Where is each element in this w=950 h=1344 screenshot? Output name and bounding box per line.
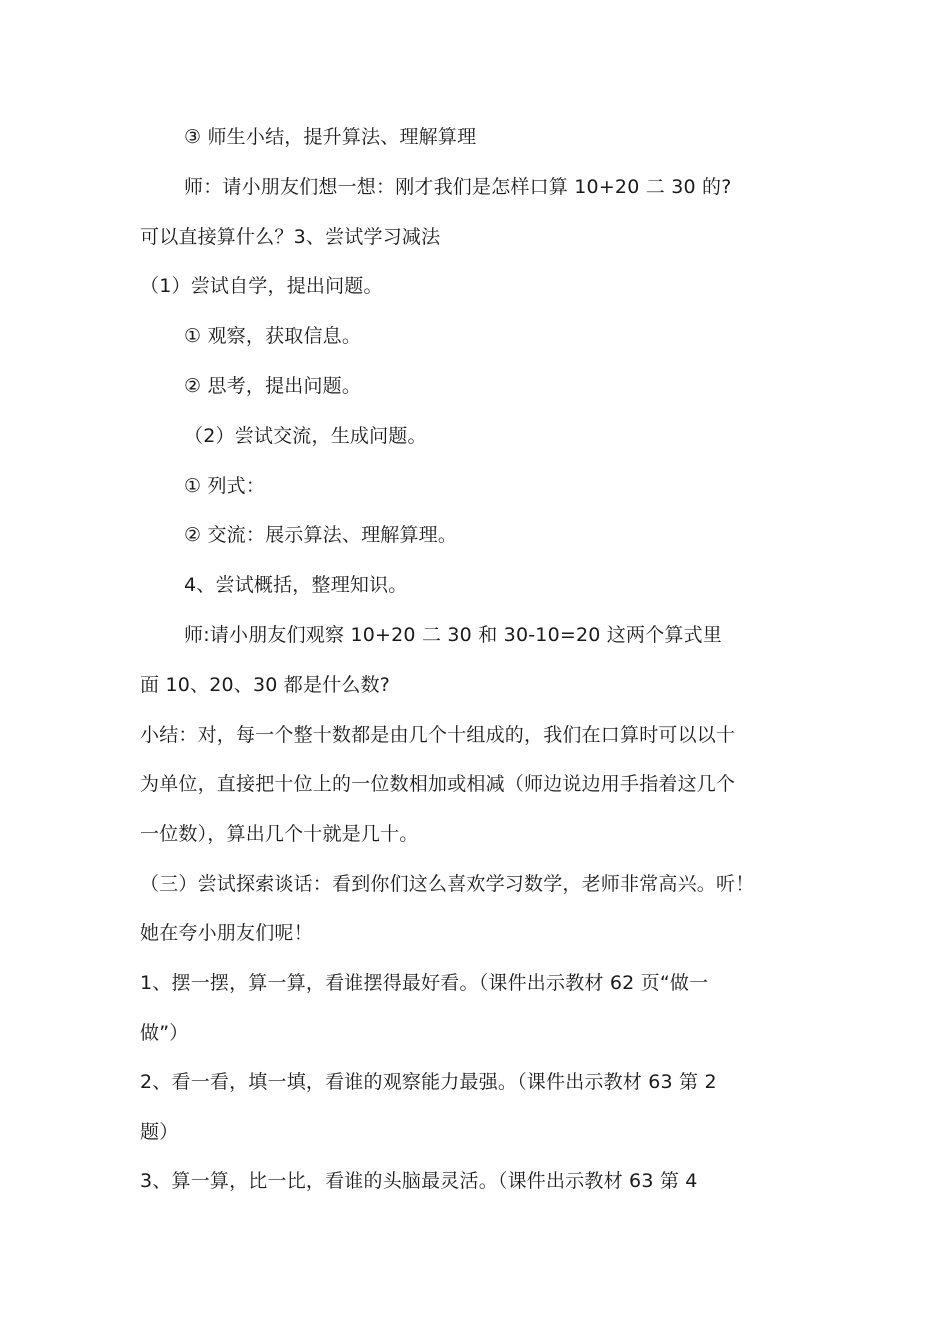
text-line: （1）尝试自学，提出问题。 [140, 275, 383, 297]
text-line: 4、尝试概括，整理知识。 [184, 574, 408, 596]
text-line: 可以直接算什么？3、尝试学习减法 [140, 226, 441, 248]
text-line: 3、算一算，比一比，看谁的头脑最灵活。（课件出示教材 63 第 4 [140, 1170, 698, 1192]
text-line: 2、看一看，填一填，看谁的观察能力最强。（课件出示教材 63 第 2 [140, 1071, 717, 1093]
text-line: 一位数），算出几个十就是几十。 [140, 823, 419, 845]
text-line: ② 思考，提出问题。 [184, 375, 362, 397]
text-line: 为单位，直接把十位上的一位数相加或相减（师边说边用手指着这几个 [140, 773, 736, 795]
text-line: （三）尝试探索谈话：看到你们这么喜欢学习数学，老师非常高兴。听！ [140, 873, 755, 895]
text-line: 师：请小朋友们想一想：刚才我们是怎样口算 10+20 二 30 的? [184, 176, 732, 198]
text-line: ③ 师生小结，提升算法、理解算理 [184, 126, 477, 148]
text-line: ① 观察，获取信息。 [184, 325, 362, 347]
text-line: （2）尝试交流，生成问题。 [184, 425, 427, 447]
text-line: ② 交流：展示算法、理解算理。 [184, 524, 458, 546]
text-line: 她在夸小朋友们呢！ [140, 922, 313, 944]
text-line: 1、摆一摆，算一算，看谁摆得最好看。（课件出示教材 62 页“做一 [140, 972, 709, 994]
text-line: 做”） [140, 1022, 189, 1044]
text-line: 小结：对，每一个整十数都是由几个十组成的，我们在口算时可以以十 [140, 724, 736, 746]
text-line: 师:请小朋友们观察 10+20 二 30 和 30-10=20 这两个算式里 [184, 624, 722, 646]
text-line: ① 列式： [184, 475, 266, 497]
text-line: 面 10、20、30 都是什么数? [140, 674, 391, 696]
text-line: 题） [140, 1121, 179, 1143]
